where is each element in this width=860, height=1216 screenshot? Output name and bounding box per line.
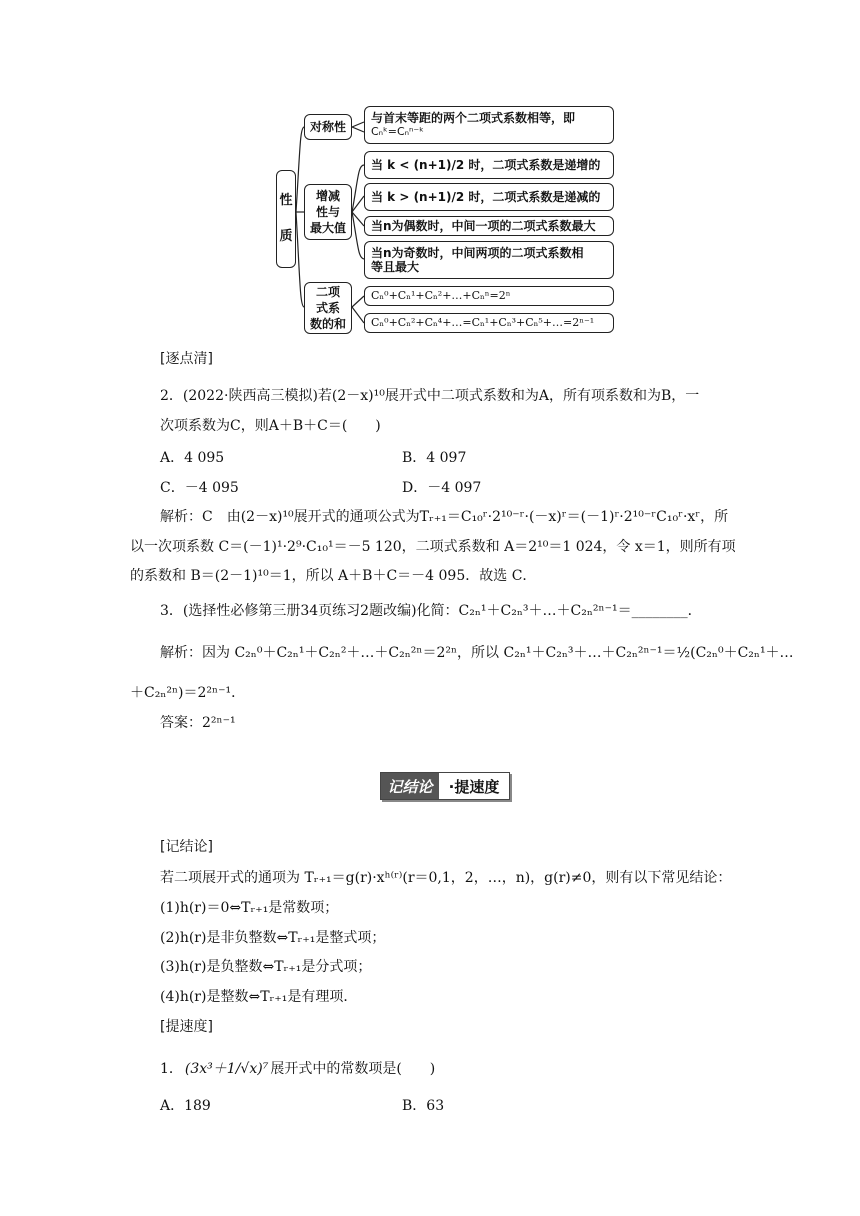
max-even: 当n为偶数时，中间一项的二项式系数最大 [364, 216, 614, 236]
symmetry-detail [364, 106, 614, 144]
symmetry-line2: Cₙᵏ=Cₙⁿ⁻ᵏ [371, 125, 424, 138]
q3-stem: 3．(选择性必修第三册34页练习2题改编)化简：C₂ₙ¹＋C₂ₙ³＋…＋C₂ₙ²ⁿ⁻¹＝________． [160, 603, 702, 619]
sum-odd-even: Cₙ⁰+Cₙ²+Cₙ⁴+…=Cₙ¹+Cₙ³+Cₙ⁵+…=2ⁿ⁻¹ [364, 313, 614, 333]
section-banner [380, 772, 510, 800]
banner-right: ·提速度 [448, 777, 500, 796]
conclusion-1: (1)h(r)＝0⇔Tᵣ₊₁是常数项； [160, 900, 339, 916]
section-zhudianqing: [逐点清] [160, 351, 213, 367]
conclusion-intro: 若二项展开式的通项为 Tᵣ₊₁＝g(r)·xʰ⁽ʳ⁾(r＝0,1，2，…，n)，g(r)≠0，则有以下常见结论： [160, 870, 732, 886]
max-odd-line2: 等且最大 [371, 260, 420, 274]
q1-option-b: B．63 [402, 1098, 445, 1114]
q3-solution-line2: ＋C₂ₙ²ⁿ)＝2²ⁿ⁻¹． [130, 685, 246, 701]
q2-solution-line3: 的系数和 B＝(2－1)¹⁰＝1，所以 A＋B＋C＝－4 095．故选 C． [130, 568, 537, 584]
conclusion-2: (2)h(r)是非负整数⇔Tᵣ₊₁是整式项； [160, 930, 386, 946]
monotonic-decrease: 当 k > (n+1)/2 时，二项式系数是递减的 [364, 183, 614, 211]
q1-stem [160, 1058, 435, 1078]
q1-option-a: A．189 [160, 1098, 211, 1114]
diagram-root: 性 质 [276, 170, 296, 268]
monotonic-increase: 当 k < (n+1)/2 时，二项式系数是递增的 [364, 151, 614, 179]
q2-option-b: B．4 097 [402, 450, 467, 466]
max-odd [364, 241, 614, 279]
q1-number: 1． [160, 1061, 183, 1077]
sum-all: Cₙ⁰+Cₙ¹+Cₙ²+…+Cₙⁿ=2ⁿ [364, 286, 614, 306]
max-odd-line1: 当n为奇数时，中间两项的二项式系数相 [371, 246, 584, 260]
q1-expression: (3x³＋1/√x)⁷ [184, 1061, 269, 1077]
branch-sum: 二项 式系 数的和 [304, 282, 352, 334]
banner-left: 记结论 [381, 773, 439, 799]
conclusion-4: (4)h(r)是整数⇔Tᵣ₊₁是有理项． [160, 989, 358, 1005]
branch-symmetry: 对称性 [304, 114, 352, 140]
q1-text: 展开式中的常数项是( ) [270, 1061, 436, 1077]
q2-solution-line1: 解析：C 由(2－x)¹⁰展开式的通项公式为Tᵣ₊₁＝C₁₀ʳ·2¹⁰⁻ʳ·(－x)ʳ＝(－1)ʳ·2¹⁰⁻ʳC₁₀ʳ·xʳ，所 [160, 509, 729, 525]
q2-option-c: C．－4 095 [160, 480, 239, 496]
symmetry-line1: 与首末等距的两个二项式系数相等，即 [371, 111, 576, 125]
conclusion-3: (3)h(r)是负整数⇔Tᵣ₊₁是分式项； [160, 959, 372, 975]
q2-solution-line2: 以一次项系数 C＝(－1)¹·2⁹·C₁₀¹＝－5 120，二项式系数和 A＝2¹⁰＝1 024，令 x＝1，则所有项 [130, 539, 736, 555]
q2-stem-line2: 次项系数为C，则A＋B＋C＝( ) [160, 418, 381, 434]
section-tisudu: [提速度] [160, 1019, 213, 1035]
q2-stem-line1: 2．(2022·陕西高三模拟)若(2－x)¹⁰展开式中二项式系数和为A，所有项系数和为B，一 [160, 388, 700, 404]
q3-solution-line1: 解析：因为 C₂ₙ⁰＋C₂ₙ¹＋C₂ₙ²＋…＋C₂ₙ²ⁿ＝2²ⁿ，所以 C₂ₙ¹＋C₂ₙ³＋…＋C₂ₙ²ⁿ⁻¹＝½(C₂ₙ⁰＋C₂ₙ¹＋… [160, 645, 794, 661]
q2-option-d: D．－4 097 [402, 480, 482, 496]
q3-answer: 答案：2²ⁿ⁻¹ [160, 715, 236, 731]
q2-option-a: A．4 095 [160, 450, 225, 466]
section-jijielun: [记结论] [160, 839, 213, 855]
branch-monotonic: 增减 性与 最大值 [304, 184, 352, 240]
